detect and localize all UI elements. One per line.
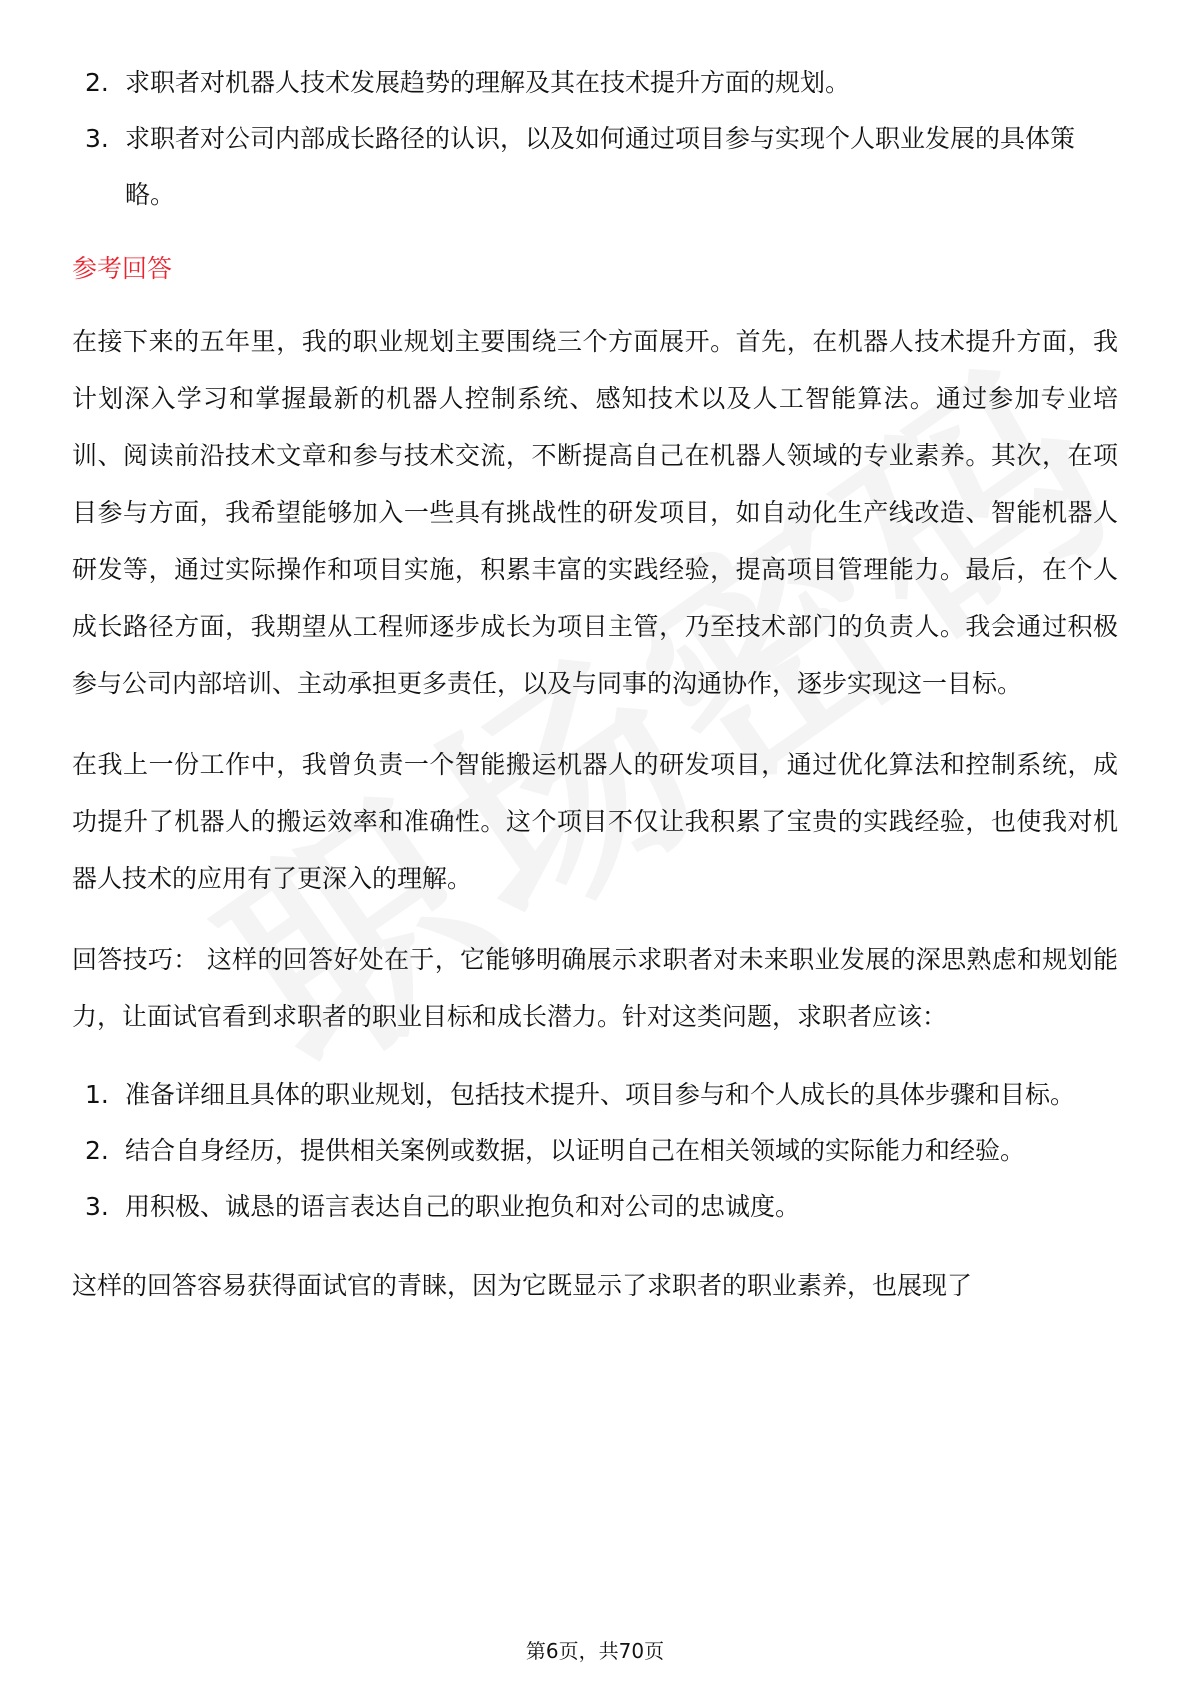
section-heading: 参考回答 <box>72 254 173 283</box>
answer-paragraph-1: 在接下来的五年里，我的职业规划主要围绕三个方面展开。首先，在机器人技术提升方面，我计划深入学习和掌握最新的机器人控制系统、感知技术以及人工智能算法。通过参加专业培训、阅读前沿技术文章和参与技术交流，不断提高自己在机器人领域的专业素养。其次，在项目参与方面，我希望能够加入一些具有挑战性的研发项目，如自动化生产线改造、智能机器人研发等，通过实际操作和项目实施，积累丰富的实践经验，提高项目管理能力。最后，在个人成长路径方面，我期望从工程师逐步成长为项目主管，乃至技术部门的负责人。我会通过积极参与公司内部培训、主动承担更多责任，以及与同事的沟通协作，逐步实现这一目标。 <box>72 327 1118 698</box>
tips-list <box>72 1067 1118 1235</box>
list-text: 结合自身经历，提供相关案例或数据，以证明自己在相关领域的实际能力和经验。 <box>125 1136 1026 1165</box>
list-number: 3. <box>85 124 109 153</box>
list-text: 求职者对机器人技术发展趋势的理解及其在技术提升方面的规划。 <box>125 68 851 97</box>
list-text: 求职者对公司内部成长路径的认识，以及如何通过项目参与实现个人职业发展的具体策略。 <box>125 124 1076 209</box>
document-page <box>72 55 1118 1314</box>
list-text: 用积极、诚恳的语言表达自己的职业抱负和对公司的忠诚度。 <box>125 1192 801 1221</box>
page-footer: 第6页，共70页 <box>525 1639 665 1663</box>
list-number: 3. <box>85 1192 109 1221</box>
tips-intro-paragraph: 回答技巧： 这样的回答好处在于，它能够明确展示求职者对未来职业发展的深思熟虑和规划能力，让面试官看到求职者的职业目标和成长潜力。针对这类问题，求职者应该： <box>72 945 1118 1031</box>
list-number: 2. <box>85 68 109 97</box>
closing-paragraph: 这样的回答容易获得面试官的青睐，因为它既显示了求职者的职业素养，也展现了 <box>72 1271 973 1300</box>
top-list <box>72 55 1118 223</box>
answer-paragraph-2: 在我上一份工作中，我曾负责一个智能搬运机器人的研发项目，通过优化算法和控制系统，成功提升了机器人的搬运效率和准确性。这个项目不仅让我积累了宝贵的实践经验，也使我对机器人技术的应用有了更深入的理解。 <box>72 750 1118 893</box>
list-item <box>72 55 1118 111</box>
list-item <box>72 1067 1118 1123</box>
list-number: 2. <box>85 1136 109 1165</box>
list-item <box>72 111 1118 223</box>
list-item <box>72 1123 1118 1179</box>
list-number: 1. <box>85 1080 109 1109</box>
list-text: 准备详细且具体的职业规划，包括技术提升、项目参与和个人成长的具体步骤和目标。 <box>125 1080 1076 1109</box>
list-item <box>72 1179 1118 1235</box>
